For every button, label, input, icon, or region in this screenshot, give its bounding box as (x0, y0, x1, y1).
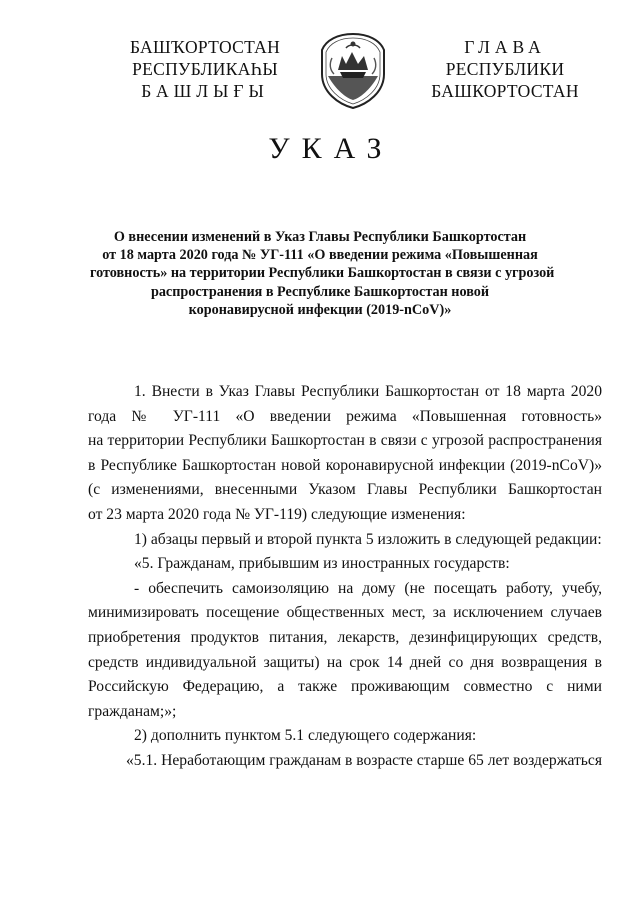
bullet-line-6: гражданам;»; (88, 702, 177, 720)
point-5-1: «5.1. Неработающим гражданам в возрасте старше 65 лет воздержаться (126, 751, 603, 769)
decree-body (88, 380, 602, 774)
header-right-line-2: РЕСПУБЛИКИ (445, 59, 565, 79)
header-left-line-2: РЕСПУБЛИКАҺЫ (132, 59, 278, 79)
subitem-1: 1) абзацы первый и второй пункта 5 изложить в следующей редакции: (134, 530, 602, 548)
item1-line-3: на территории Республики Башкортостан в связи с угрозой распространения (88, 432, 602, 450)
header-bashkir (105, 36, 305, 102)
item1-line-4: в Республике Башкортостан новой коронавирусной инфекции (2019-nCoV)» (88, 456, 602, 474)
bullet-line-5: Российскую Федерацию, а также проживающим совместно с ними (88, 678, 602, 696)
bullet-line-3: приобретения продуктов питания, лекарств, дезинфицирующих средств, (88, 628, 602, 646)
subject-line-2: от 18 марта 2020 года № УГ-111 «О введении режима «Повышенная (102, 247, 538, 264)
bullet-line-2: минимизировать посещение общественных мест, за исключением случаев (88, 604, 602, 622)
item1-line-5: (с изменениями, внесенными Указом Главы Республики Башкортостан (88, 481, 602, 499)
item1-line-6: от 23 марта 2020 года № УГ-119) следующие изменения: (88, 505, 466, 523)
item1-line-1: 1. Внести в Указ Главы Республики Башкортостан от 18 марта 2020 (134, 383, 602, 400)
subject-line-1: О внесении изменений в Указ Главы Республики Башкортостан (113, 229, 527, 245)
header-right-line-1: ГЛАВА (464, 37, 546, 57)
document-title: УКАЗ (268, 132, 394, 165)
decree-subject (90, 228, 555, 319)
subject-line-4: распространения в Республике Башкортостан новой (150, 283, 490, 300)
bullet-line-4: средств индивидуальной защиты) на срок 14 дней со дня возвращения в (88, 653, 602, 671)
subject-line-3: готовность» на территории Республики Башкортостан в связи с угрозой (90, 265, 555, 282)
header-left-line-3: БАШЛЫҒЫ (141, 81, 269, 101)
subitem-2: 2) дополнить пунктом 5.1 следующего содержания: (134, 727, 477, 745)
coat-of-arms-icon (316, 30, 390, 110)
header-russian (405, 36, 605, 102)
header-left-line-1: БАШҠОРТОСТАН (129, 37, 281, 57)
bullet-line-1: - обеспечить самоизоляцию на дому (не посещать работу, учебу, (134, 579, 602, 597)
item1-line-2: года № УГ-111 «О введении режима «Повышенная готовность» (88, 407, 602, 425)
header-right-line-3: БАШКОРТОСТАН (431, 81, 579, 101)
point-5: «5. Гражданам, прибывшим из иностранных государств: (134, 555, 510, 573)
subject-line-5: коронавирусной инфекции (2019-nCoV)» (188, 301, 452, 318)
